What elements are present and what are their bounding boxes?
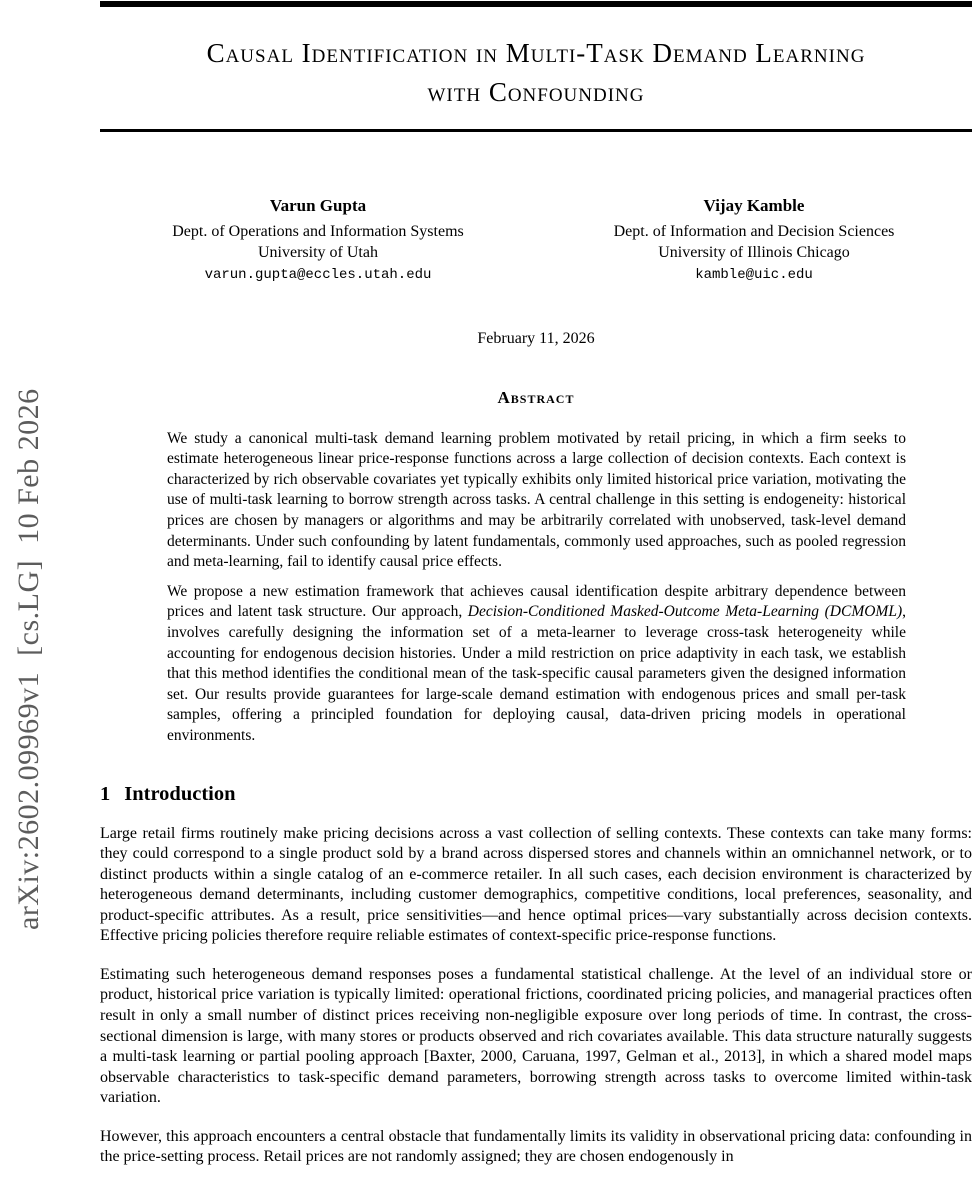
section-title: Introduction [124,782,236,805]
author-university: University of Illinois Chicago [658,244,850,262]
paper-content [100,0,972,1168]
intro-paragraph-2: Estimating such heterogeneous demand responses poses a fundamental statistical challenge. At the level of an individual store or product, historical price variation is typically limited: operational frictions, coordinated pricing policies, and managerial practices often result in only a small number of distinct prices receiving non-negligible exposure over long periods of time. In contrast, the cross-sectional dimension is large, with many stores or products observed and rich covariates available. This data structure naturally suggests a multi-task learning or partial pooling approach [Baxter, 2000, Caruana, 1997, Gelman et al., 2013], in which a shared model maps observable characteristics to task-specific demand parameters, borrowing strength across tasks to overcome limited within-task variation. [100,965,972,1107]
section-heading-introduction [100,783,972,806]
abstract-p2-text-end: , involves carefully designing the information set of a meta-learner to leverage cross-task heterogeneity while accounting for endogenous decision histories. Under a mild restriction on price adaptivity in each task, we establish that this method identifies the conditional mean of the task-specific causal parameters given the designed information set. Our results provide guarantees for large-scale demand estimation with endogenous prices and small per-task samples, offering a principled foundation for deploying causal, data-driven pricing models in operational environments. [167,603,906,745]
author-email: varun.gupta@eccles.utah.edu [204,266,432,283]
author-department: Dept. of Information and Decision Sciences [613,223,895,241]
abstract-p2-text-start: We propose a new estimation framework that achieves causal identification despite arbitrary dependence between prices and latent task structure. Our approach, [167,582,906,621]
paper-title [100,34,972,112]
abstract-paragraph-2 [167,582,906,747]
arxiv-watermark-area [6,250,52,930]
author-department: Dept. of Operations and Information Systems [172,223,464,241]
abstract-heading: Abstract [497,387,575,407]
intro-paragraph-1: Large retail firms routinely make pricing decisions across a vast collection of selling contexts. These contexts can take many forms: they could correspond to a single product sold by a brand across dispersed stores and channels within an omnichannel network, or to distinct products within a single catalog of an e-commerce retailer. In all such cases, each decision environment is characterized by heterogeneous demand determinants, including customer demographics, competitive conditions, local preferences, seasonality, and product-specific attributes. As a result, price sensitivities—and hence optimal prices—vary substantially across decision contexts. Effective pricing policies therefore require reliable estimates of context-specific price-response functions. [100,824,972,945]
intro-paragraph-3: However, this approach encounters a central obstacle that fundamentally limits its validity in observational pricing data: confounding in the price-setting process. Retail prices are not randomly assigned; they are chosen endogenously in [100,1127,972,1166]
author-name: Vijay Kamble [703,196,805,216]
section-number: 1 [100,782,111,805]
author-email: kamble@uic.edu [695,266,813,283]
authors-block [100,196,972,282]
title-rule [100,129,972,132]
author-university: University of Utah [258,244,378,262]
paper-title-line1: Causal Identification in Multi-Task Demand Learning [206,38,866,68]
top-rule [100,1,972,7]
abstract-paragraph-1: We study a canonical multi-task demand learning problem motivated by retail pricing, in which a firm seeks to estimate heterogeneous linear price-response functions across a large collection of decision contexts. Each context is characterized by rich observable covariates yet typically exhibits only limited historical price variation, motivating the use of multi-task learning to borrow strength across tasks. A central challenge in this setting is endogeneity: historical prices are chosen by managers or algorithms and may be arbitrarily correlated with unobserved, task-level demand determinants. Under such confounding by latent fundamentals, commonly used approaches, such as pooled regression and meta-learning, fail to identify causal price effects. [167,429,906,571]
arxiv-watermark: arXiv:2602.09969v1 [cs.LG] 10 Feb 2026 [12,388,45,930]
author-block-1 [100,196,536,282]
author-name: Varun Gupta [269,196,367,216]
author-block-2 [536,196,972,282]
paper-title-line2: with Confounding [427,77,645,108]
abstract-p2-method-name: Decision-Conditioned Masked-Outcome Meta-Learning (DCMOML) [467,603,903,621]
abstract-body [167,429,906,747]
paper-date: February 11, 2026 [477,329,595,347]
